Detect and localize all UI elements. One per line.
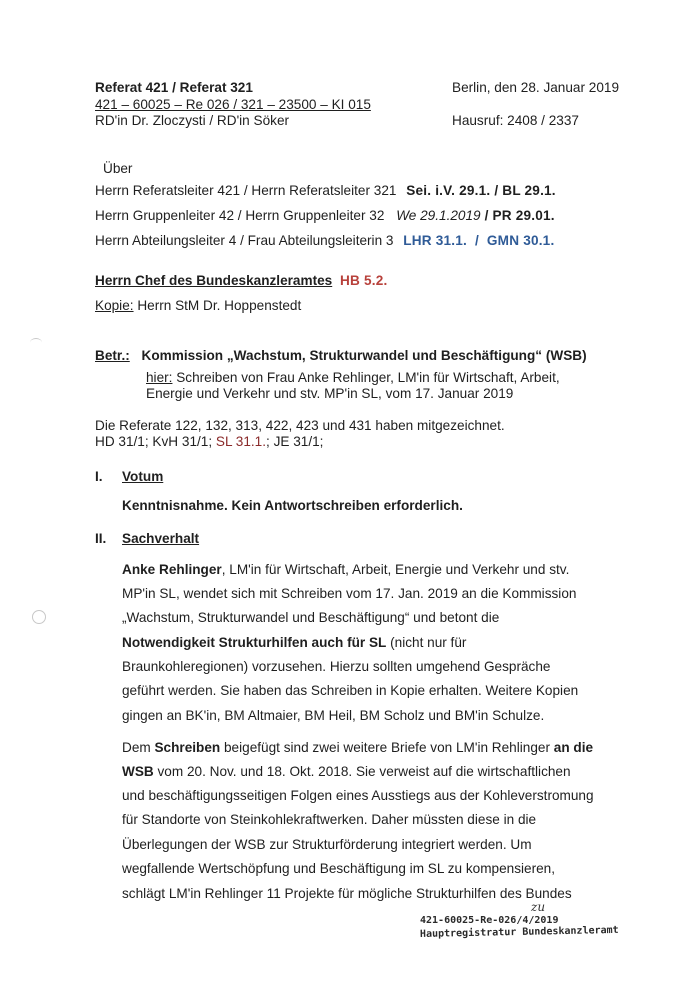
name-bold: Anke Rehlinger bbox=[122, 562, 222, 577]
betreff-title: Kommission „Wachstum, Strukturwandel und Beschäftigung“ (WSB) bbox=[141, 348, 587, 363]
registry-stamp-office: Hauptregistratur Bundeskanzleramt bbox=[419, 924, 619, 940]
routing-text: Herrn Abteilungsleiter 4 / Frau Abteilungsleiterin 3 bbox=[95, 233, 394, 248]
kuerzel-sl: SL 31.1. bbox=[215, 434, 267, 449]
paragraph1-line5: Braunkohleregionen) vorzusehen. Hierzu sollten umgehend Gespräche bbox=[122, 659, 551, 674]
chef-label: Herrn Chef des Bundeskanzleramtes bbox=[95, 273, 333, 288]
emphasis-bold: WSB bbox=[122, 764, 154, 779]
paragraph2-line1 bbox=[122, 740, 593, 755]
handwritten-mark: PR 29.01. bbox=[492, 208, 555, 223]
paragraph2-line6: wegfallende Wertschöpfung und Beschäftigung im SL zu kompensieren, bbox=[122, 861, 555, 876]
hier-label: hier: bbox=[146, 370, 173, 385]
paragraph2-line2 bbox=[122, 764, 571, 779]
votum-text: Kenntnisnahme. Kein Antwortschreiben erforderlich. bbox=[122, 498, 463, 513]
kopie-line bbox=[95, 298, 301, 313]
routing-text: Herrn Referatsleiter 421 / Herrn Referatsleiter 321 bbox=[95, 183, 397, 198]
text: (nicht nur für bbox=[386, 635, 467, 650]
kopie-label: Kopie: bbox=[95, 298, 134, 313]
kuerzel-line bbox=[95, 434, 323, 449]
emphasis-bold: Schreiben bbox=[154, 740, 221, 755]
handwritten-zu: zu bbox=[531, 900, 546, 914]
kopie-text: Herrn StM Dr. Hoppenstedt bbox=[133, 298, 302, 313]
mark-separator: / bbox=[480, 208, 493, 223]
punch-hole-mid bbox=[32, 610, 46, 624]
addressee-chef bbox=[95, 273, 388, 288]
paragraph2-line7: schlägt LM'in Rehlinger 11 Projekte für mögliche Strukturhilfen des Bundes bbox=[122, 886, 572, 901]
betreff-line bbox=[95, 348, 587, 363]
hier-line-1 bbox=[146, 370, 560, 385]
aktenzeichen: 421 – 60025 – Re 026 / 321 – 23500 – KI 015 bbox=[95, 97, 371, 112]
punch-hole-top bbox=[30, 338, 42, 347]
ort-datum: Berlin, den 28. Januar 2019 bbox=[452, 80, 620, 95]
paragraph2-line3: und beschäftigungsseitigen Folgen eines Ausstiegs aus der Kohleverstromung bbox=[122, 788, 594, 803]
routing-line-abteilungsleiter bbox=[95, 233, 554, 248]
paragraph1-line7: gingen an BK'in, BM Altmaier, BM Heil, BM Scholz und BM'in Schulze. bbox=[122, 708, 545, 723]
kuerzel-c: ; JE 31/1; bbox=[266, 434, 324, 449]
text: , LM'in für Wirtschaft, Arbeit, Energie und Verkehr und stv. bbox=[221, 562, 570, 577]
registry-stamp-number: 421-60025-Re-026/4/2019 bbox=[420, 915, 559, 926]
emphasis-bold: Notwendigkeit Strukturhilfen auch für SL bbox=[122, 635, 387, 650]
routing-line-gruppenleiter bbox=[95, 208, 555, 223]
handwritten-mark: Sei. i.V. 29.1. / BL 29.1. bbox=[406, 183, 556, 198]
betreff-label: Betr.: bbox=[95, 348, 130, 363]
text: beigefügt sind zwei weitere Briefe von LM'in Rehlinger bbox=[220, 740, 554, 755]
paragraph2-line4: für Standorte von Steinkohlekraftwerken. Daher müssten diese in die bbox=[122, 812, 537, 827]
paragraph1-line4 bbox=[122, 635, 466, 650]
text: vom 20. Nov. und 18. Okt. 2018. Sie verweist auf die wirtschaftlichen bbox=[153, 764, 571, 779]
paragraph1-line2: MP'in SL, wendet sich mit Schreiben vom 17. Jan. 2019 an die Kommission bbox=[122, 586, 577, 601]
chef-mark: HB 5.2. bbox=[340, 273, 388, 288]
paragraph1-line6: geführt werden. Sie haben das Schreiben in Kopie erhalten. Weitere Kopien bbox=[122, 683, 579, 698]
paragraph1-line1 bbox=[122, 562, 569, 577]
paragraph2-line5: Überlegungen der WSB zur Strukturförderung integriert werden. Um bbox=[122, 837, 532, 852]
routing-text: Herrn Gruppenleiter 42 / Herrn Gruppenleiter 32 bbox=[95, 208, 385, 223]
mitzeichnung-line: Die Referate 122, 132, 313, 422, 423 und 431 haben mitgezeichnet. bbox=[95, 418, 505, 433]
ueber-label: Über bbox=[103, 161, 133, 176]
sachverhalt-heading: Sachverhalt bbox=[122, 531, 200, 546]
handwritten-mark: We 29.1.2019 bbox=[396, 208, 481, 223]
handwritten-mark: LHR 31.1. / GMN 30.1. bbox=[403, 233, 555, 248]
text: Dem bbox=[122, 740, 155, 755]
sachverhalt-number: II. bbox=[95, 531, 107, 546]
bearbeiter: RD'in Dr. Zloczysti / RD'in Söker bbox=[95, 113, 290, 128]
votum-heading: Votum bbox=[122, 469, 164, 484]
hier-line-2: Energie und Verkehr und stv. MP'in SL, vom 17. Januar 2019 bbox=[146, 386, 514, 401]
votum-number: I. bbox=[95, 469, 103, 484]
hausruf: Hausruf: 2408 / 2337 bbox=[452, 113, 579, 128]
kuerzel-a: HD 31/1; KvH 31/1; bbox=[95, 434, 216, 449]
routing-line-referatsleiter bbox=[95, 183, 556, 198]
hier-text: Schreiben von Frau Anke Rehlinger, LM'in für Wirtschaft, Arbeit, bbox=[172, 370, 560, 385]
emphasis-bold: an die bbox=[553, 740, 594, 755]
referat-title: Referat 421 / Referat 321 bbox=[95, 80, 253, 95]
paragraph1-line3: „Wachstum, Strukturwandel und Beschäftigung“ und betont die bbox=[122, 610, 500, 625]
